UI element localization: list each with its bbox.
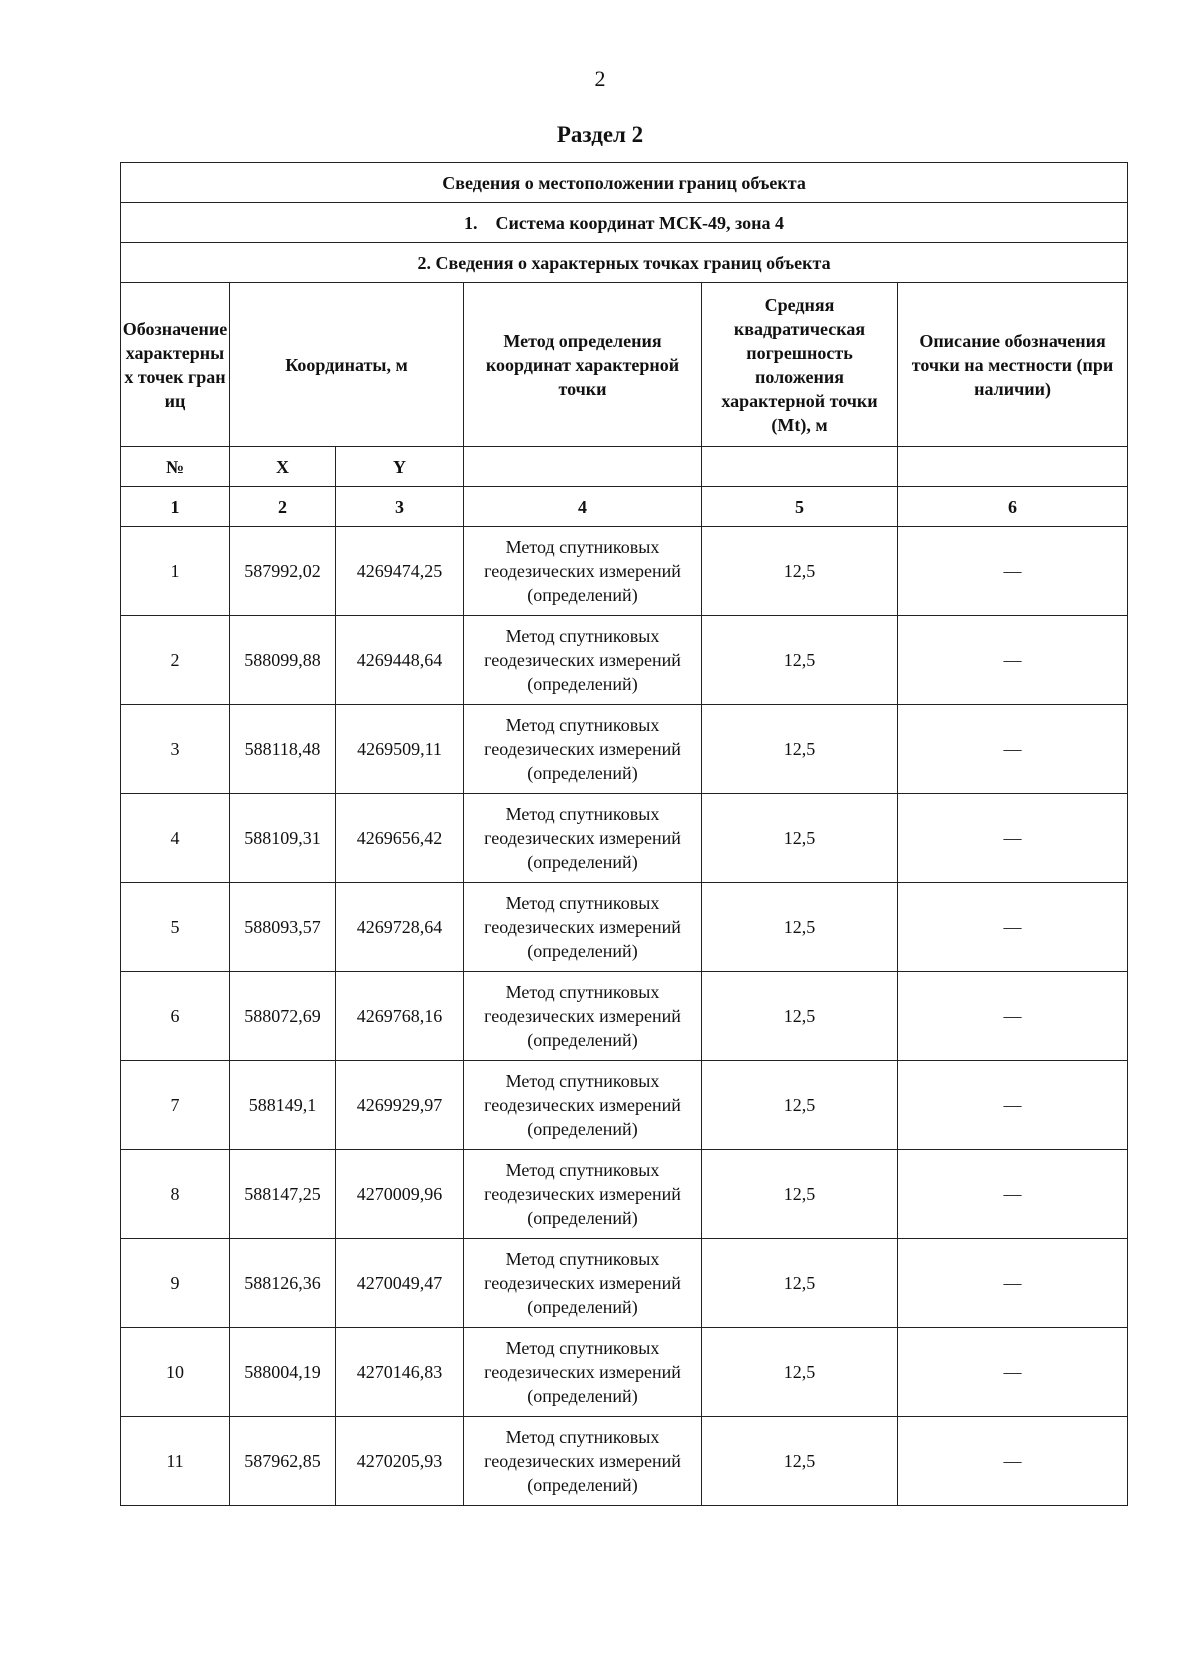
point-number: 6: [121, 972, 230, 1061]
table-row: [121, 527, 1128, 616]
description-cell: —: [898, 705, 1128, 794]
header-coordinates: Координаты, м: [230, 283, 464, 447]
description-cell: —: [898, 527, 1128, 616]
column-number: 2: [230, 487, 336, 527]
accuracy-cell: 12,5: [702, 705, 898, 794]
header-accuracy: Средняя квадратическая погрешность положения характерной точки (Mt), м: [702, 283, 898, 447]
method-cell: Метод спутниковых геодезических измерений (определений): [464, 1239, 702, 1328]
coordinate-system: [121, 203, 1128, 243]
subheader-empty: [464, 447, 702, 487]
coord-y: 4269656,42: [336, 794, 464, 883]
point-number: 7: [121, 1061, 230, 1150]
point-number: 2: [121, 616, 230, 705]
column-number-row: [121, 487, 1128, 527]
coord-y: 4269929,97: [336, 1061, 464, 1150]
banner-row: [121, 163, 1128, 203]
description-cell: —: [898, 1328, 1128, 1417]
table-row: [121, 972, 1128, 1061]
description-cell: —: [898, 616, 1128, 705]
accuracy-cell: 12,5: [702, 527, 898, 616]
accuracy-cell: 12,5: [702, 1061, 898, 1150]
accuracy-cell: 12,5: [702, 616, 898, 705]
coord-y: 4270009,96: [336, 1150, 464, 1239]
point-number: 11: [121, 1417, 230, 1506]
accuracy-cell: 12,5: [702, 1417, 898, 1506]
description-cell: —: [898, 1239, 1128, 1328]
method-cell: Метод спутниковых геодезических измерений (определений): [464, 883, 702, 972]
description-cell: —: [898, 972, 1128, 1061]
table-row: [121, 1061, 1128, 1150]
coord-x: 588118,48: [230, 705, 336, 794]
table-row: [121, 1328, 1128, 1417]
column-number: 5: [702, 487, 898, 527]
coordinate-system-row: [121, 203, 1128, 243]
column-number: 1: [121, 487, 230, 527]
table-row: [121, 1150, 1128, 1239]
accuracy-cell: 12,5: [702, 1239, 898, 1328]
coordinate-system-number: 1.: [464, 212, 478, 233]
page-number: 2: [594, 66, 606, 91]
table-body: [121, 163, 1128, 1506]
coord-x: 588072,69: [230, 972, 336, 1061]
table-row: [121, 1239, 1128, 1328]
accuracy-cell: 12,5: [702, 883, 898, 972]
method-cell: Метод спутниковых геодезических измерений (определений): [464, 705, 702, 794]
subheader-row: [121, 447, 1128, 487]
accuracy-cell: 12,5: [702, 1150, 898, 1239]
column-header-row: [121, 283, 1128, 447]
coord-x: 588149,1: [230, 1061, 336, 1150]
coordinate-system-label: Система координат МСК-49, зона 4: [495, 212, 785, 233]
coord-y: 4269728,64: [336, 883, 464, 972]
point-number: 9: [121, 1239, 230, 1328]
method-cell: Метод спутниковых геодезических измерений (определений): [464, 1417, 702, 1506]
header-designation: Обозначение характерных точек границ: [121, 283, 230, 447]
coord-y: 4269474,25: [336, 527, 464, 616]
coord-x: 588099,88: [230, 616, 336, 705]
accuracy-cell: 12,5: [702, 794, 898, 883]
section-title: Раздел 2: [556, 122, 644, 147]
description-cell: —: [898, 1150, 1128, 1239]
points-heading: 2. Сведения о характерных точках границ объекта: [121, 243, 1128, 283]
description-cell: —: [898, 1061, 1128, 1150]
point-number: 4: [121, 794, 230, 883]
method-cell: Метод спутниковых геодезических измерений (определений): [464, 527, 702, 616]
subheader-x: X: [230, 447, 336, 487]
boundary-points-table: [120, 162, 1128, 1506]
point-number: 1: [121, 527, 230, 616]
coord-x: 588126,36: [230, 1239, 336, 1328]
table-row: [121, 705, 1128, 794]
coord-x: 588147,25: [230, 1150, 336, 1239]
table-row: [121, 794, 1128, 883]
accuracy-cell: 12,5: [702, 972, 898, 1061]
method-cell: Метод спутниковых геодезических измерений (определений): [464, 972, 702, 1061]
coord-y: 4270205,93: [336, 1417, 464, 1506]
header-method: Метод определения координат характерной точки: [464, 283, 702, 447]
coord-x: 587962,85: [230, 1417, 336, 1506]
coord-y: 4269448,64: [336, 616, 464, 705]
coord-x: 588093,57: [230, 883, 336, 972]
object-location-banner: Сведения о местоположении границ объекта: [121, 163, 1128, 203]
coord-y: 4270049,47: [336, 1239, 464, 1328]
header-description: Описание обозначения точки на местности (при наличии): [898, 283, 1128, 447]
coord-x: 588109,31: [230, 794, 336, 883]
column-number: 6: [898, 487, 1128, 527]
coord-y: 4269768,16: [336, 972, 464, 1061]
coord-y: 4269509,11: [336, 705, 464, 794]
subheader-y: Y: [336, 447, 464, 487]
table-row: [121, 883, 1128, 972]
point-number: 10: [121, 1328, 230, 1417]
column-number: 3: [336, 487, 464, 527]
coord-x: 587992,02: [230, 527, 336, 616]
point-number: 8: [121, 1150, 230, 1239]
points-heading-row: [121, 243, 1128, 283]
table-row: [121, 616, 1128, 705]
method-cell: Метод спутниковых геодезических измерений (определений): [464, 1150, 702, 1239]
subheader-empty: [702, 447, 898, 487]
point-number: 5: [121, 883, 230, 972]
accuracy-cell: 12,5: [702, 1328, 898, 1417]
point-number: 3: [121, 705, 230, 794]
description-cell: —: [898, 1417, 1128, 1506]
method-cell: Метод спутниковых геодезических измерений (определений): [464, 1328, 702, 1417]
coord-y: 4270146,83: [336, 1328, 464, 1417]
method-cell: Метод спутниковых геодезических измерений (определений): [464, 616, 702, 705]
table-row: [121, 1417, 1128, 1506]
column-number: 4: [464, 487, 702, 527]
description-cell: —: [898, 883, 1128, 972]
subheader-empty: [898, 447, 1128, 487]
subheader-no: №: [121, 447, 230, 487]
description-cell: —: [898, 794, 1128, 883]
method-cell: Метод спутниковых геодезических измерений (определений): [464, 794, 702, 883]
method-cell: Метод спутниковых геодезических измерений (определений): [464, 1061, 702, 1150]
coord-x: 588004,19: [230, 1328, 336, 1417]
